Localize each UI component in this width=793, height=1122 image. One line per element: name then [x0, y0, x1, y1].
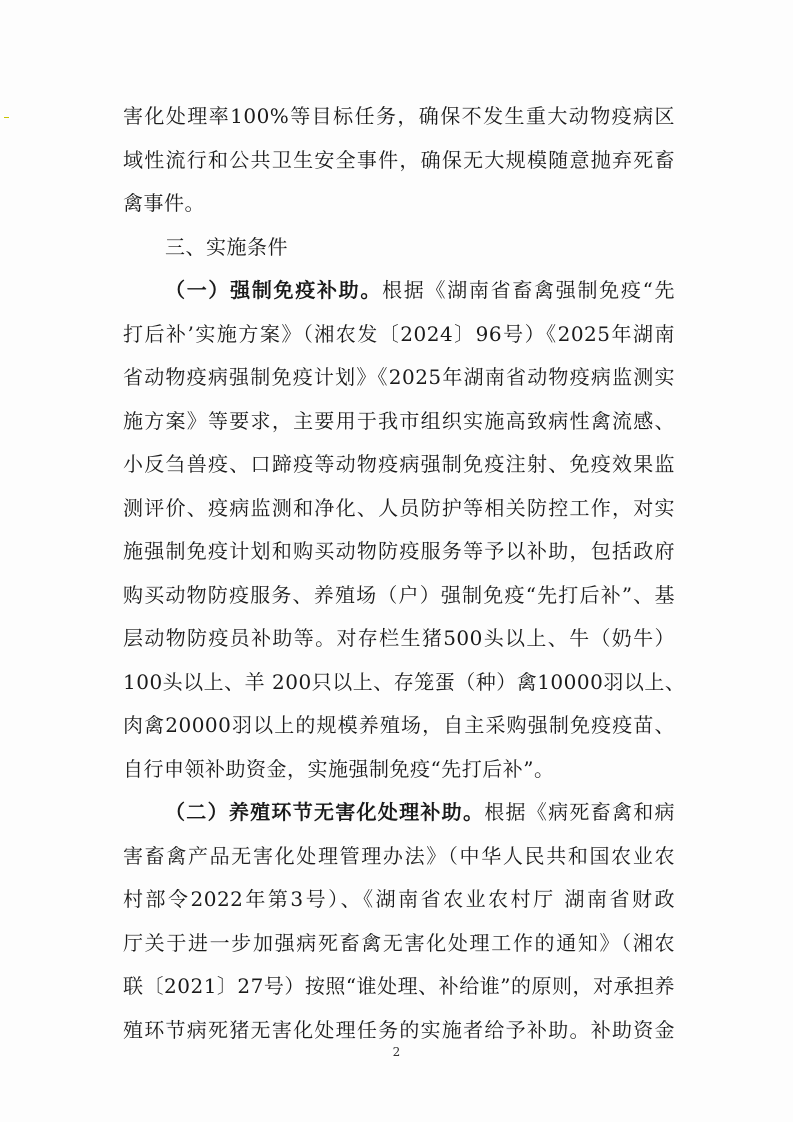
text-line: 村部令2022年第3号）、《湖南省农业农村厅 湖南省财政 — [123, 887, 675, 911]
text-line: 肉禽20000羽以上的规模养殖场，自主采购强制免疫疫苗、 — [123, 713, 675, 737]
scan-edge-mark — [4, 117, 9, 118]
paragraph-first-line — [123, 269, 675, 313]
text-line: 施强制免疫计划和购买动物防疫服务等予以补助，包括政府 — [123, 539, 675, 563]
text-line: 害畜禽产品无害化处理管理办法》（中华人民共和国农业农 — [123, 843, 675, 868]
paragraph-bold-lead: （一）强制免疫补助。 — [165, 278, 383, 302]
text-line: 殖环节病死猪无害化处理任务的实施者给予补助。补助资金 — [123, 1017, 675, 1042]
text-line: 厅关于进一步加强病死畜禽无害化处理工作的通知》（湘农 — [123, 930, 675, 955]
text-line: 禽事件。 — [123, 191, 205, 215]
section-heading: 三、实施条件 — [165, 234, 288, 259]
text-line: 域性流行和公共卫生安全事件，确保无大规模随意抛弃死畜 — [123, 147, 675, 172]
page-number: 2 — [392, 1045, 401, 1059]
text-line: 施方案》等要求，主要用于我市组织实施高致病性禽流感、 — [123, 408, 675, 433]
text-line: 购买动物防疫服务、养殖场（户）强制免疫“先打后补”、基 — [123, 582, 675, 607]
text-line: 100头以上、羊 200只以上、存笼蛋（种）禽10000羽以上、 — [123, 669, 686, 694]
text-line: 打后补’实施方案》（湘农发〔2024〕96号）《2025年湖南 — [123, 321, 675, 346]
paragraph-text: 根据《湖南省畜禽强制免疫“先 — [382, 278, 675, 302]
text-line: 自行申领补助资金，实施强制免疫“先打后补”。 — [123, 756, 555, 781]
text-line: 害化处理率100%等目标任务，确保不发生重大动物疫病区 — [123, 104, 675, 128]
text-line: 联〔2021〕27号）按照“谁处理、补给谁”的原则，对承担养 — [123, 974, 675, 998]
paragraph-bold-lead: （二）养殖环节无害化处理补助。 — [165, 800, 485, 824]
text-line: 小反刍兽疫、口蹄疫等动物疫病强制免疫注射、免疫效果监 — [123, 452, 675, 476]
text-line: 测评价、疫病监测和净化、人员防护等相关防控工作，对实 — [123, 495, 675, 520]
paragraph-first-line — [123, 791, 675, 835]
document-body — [123, 95, 686, 1052]
text-line: 层动物防疫员补助等。对存栏生猪500头以上、牛（奶牛） — [123, 626, 675, 650]
paragraph-text: 根据《病死畜禽和病 — [484, 800, 676, 824]
text-line: 省动物疫病强制免疫计划》《2025年湖南省动物疫病监测实 — [123, 365, 675, 389]
